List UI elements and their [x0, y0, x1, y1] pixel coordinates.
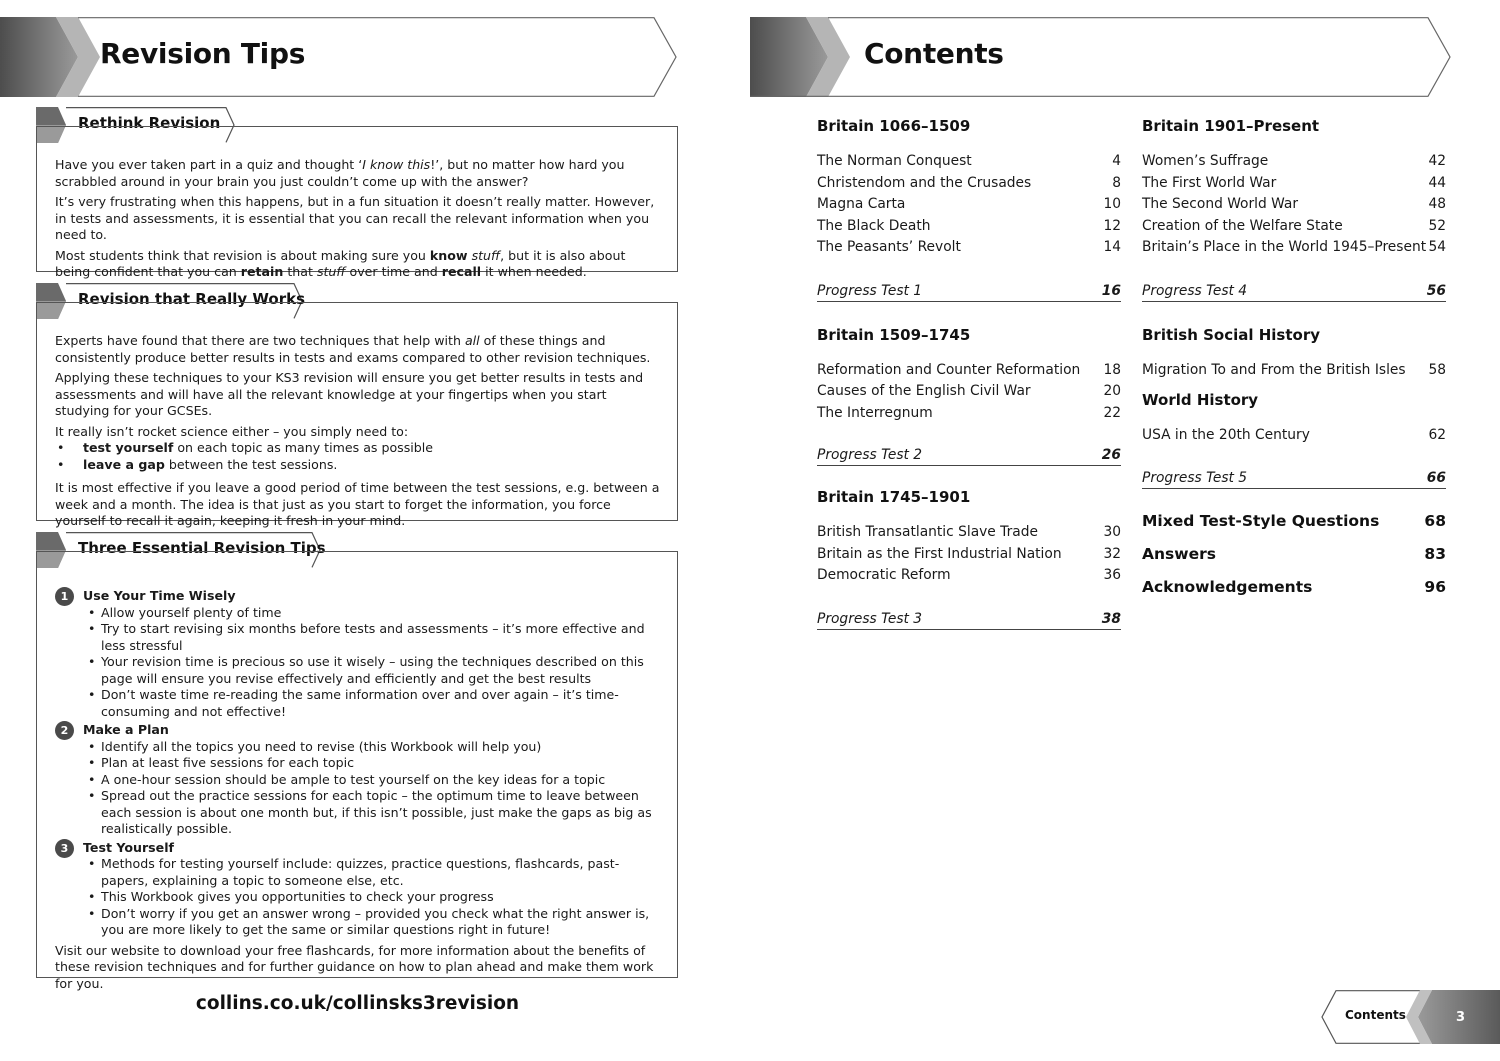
entry-title: Britain’s Place in the World 1945–Present	[1142, 239, 1427, 255]
contents-entry[interactable]	[1142, 538, 1446, 571]
entry-page-number: 12	[1103, 217, 1121, 234]
tip-heading: 2 Make a Plan	[55, 722, 660, 739]
entry-title: USA in the 20th Century	[1142, 427, 1310, 443]
entry-page-number: 52	[1428, 217, 1446, 234]
entry-page-number: 68	[1424, 511, 1446, 530]
list-item: • Identify all the topics you need to revise (this Workbook will help you)	[55, 739, 660, 756]
entry-page-number: 30	[1103, 524, 1121, 540]
entry-title: Democratic Reform	[817, 567, 951, 583]
entry-title: Britain as the First Industrial Nation	[817, 545, 1062, 562]
entry-title: The Black Death	[817, 217, 931, 234]
section-heading: Rethink Revision	[78, 114, 221, 132]
contents-section-heading: Britain 1745–1901	[817, 488, 971, 506]
entry-title: Causes of the English Civil War	[817, 383, 1031, 399]
contents-section-heading: Britain 1901–Present	[1142, 117, 1320, 135]
number-badge-icon: 2	[55, 721, 74, 740]
list-item: • test yourself on each topic as many times as possible	[55, 440, 660, 457]
list-item: • This Workbook gives you opportunities to check your progress	[55, 889, 660, 906]
entry-page-number: 32	[1103, 545, 1121, 562]
progress-test-entry[interactable]: Progress Test 4 56	[1142, 281, 1446, 302]
right-page-banner	[750, 17, 1452, 97]
contents-entry[interactable]	[1142, 216, 1446, 238]
list-item: • A one-hour session should be ample to test yourself on the key ideas for a topic	[55, 772, 660, 789]
contents-entry[interactable]	[817, 381, 1121, 403]
contents-entry[interactable]	[817, 151, 1121, 173]
entry-page-number: 20	[1103, 383, 1121, 399]
left-page-banner	[0, 17, 680, 97]
rethink-p3: Most students think that revision is about making sure you know stuff, but it is also about being confident that you can retain that stuff over time and recall it when needed.	[55, 247, 626, 279]
rethink-p2: It’s very frustrating when this happens, but in a fun situation it doesn’t really matter. However, in tests and assessments, it is essential that you can recall the relevant information when you need to.	[55, 194, 655, 242]
contents-list	[817, 522, 1121, 587]
list-item: • Plan at least five sessions for each topic	[55, 755, 660, 772]
entry-title: Christendom and the Crusades	[817, 174, 1032, 191]
entry-title: The Second World War	[1142, 196, 1299, 212]
footer-page-tab	[1320, 990, 1500, 1044]
tip-heading: 3 Test Yourself	[55, 840, 660, 857]
list-item: • Allow yourself plenty of time	[55, 605, 660, 622]
entry-page-number: 42	[1428, 153, 1446, 169]
entry-page-number: 83	[1424, 544, 1446, 563]
contents-section-heading: World History	[1142, 391, 1259, 409]
contents-section-heading: Britain 1066–1509	[817, 117, 971, 135]
contents-column-2	[1142, 117, 1446, 604]
entry-title: Migration To and From the British Isles	[1142, 361, 1406, 378]
list-item: • Spread out the practice sessions for each topic – the optimum time to leave between each session is about one month but, if this isn’t possible, just make the gaps as big as realistically possible.	[55, 788, 660, 838]
list-item: • leave a gap between the test sessions.	[55, 457, 660, 474]
entry-title: Magna Carta	[817, 196, 906, 212]
works-box	[36, 302, 678, 528]
contents-entry[interactable]	[817, 360, 1121, 382]
entry-page-number: 36	[1103, 567, 1121, 583]
entry-page-number: 54	[1428, 239, 1446, 255]
contents-column-1	[817, 117, 1121, 630]
list-item: • Don’t waste time re-reading the same information over and over again – it’s time-consuming and not effective!	[55, 687, 660, 720]
tips-closing: Visit our website to download your free flashcards, for more information about the benefits of these revision techniques and for further guidance on how to plan ahead and make them work for you.	[55, 942, 654, 991]
page-number: 3	[1456, 1010, 1466, 1025]
contents-entry[interactable]	[817, 173, 1121, 195]
contents-entry[interactable]	[817, 522, 1121, 544]
contents-entry[interactable]	[1142, 237, 1446, 259]
contents-entry[interactable]	[817, 216, 1121, 238]
number-badge-icon: 1	[55, 587, 74, 606]
entry-page-number: 14	[1103, 239, 1121, 255]
works-p3: It really isn’t rocket science either – you simply need to:	[55, 423, 409, 439]
tip1-list	[55, 605, 660, 721]
contents-section-heading: British Social History	[1142, 325, 1321, 344]
section-heading: Three Essential Revision Tips	[78, 539, 326, 557]
entry-title: Reformation and Counter Reformation	[817, 361, 1081, 378]
progress-test-entry[interactable]: Progress Test 5 66	[1142, 468, 1446, 489]
list-item: • Try to start revising six months before tests and assessments – it’s more effective and less stressful	[55, 621, 660, 654]
number-badge-icon: 3	[55, 839, 74, 858]
contents-main-entries	[1142, 505, 1446, 604]
footer-label: Contents	[1345, 1008, 1406, 1022]
contents-list	[1142, 360, 1446, 382]
rethink-box	[36, 126, 678, 279]
works-p1: Experts have found that there are two techniques that help with all of these things and consistently produce better results in tests and exams compared to other revision techniques.	[55, 333, 651, 365]
entry-title: The Norman Conquest	[817, 153, 972, 169]
entry-page-number: 48	[1428, 196, 1446, 212]
entry-page-number: 4	[1112, 153, 1121, 169]
banner-arrow-shape	[750, 17, 1452, 97]
rethink-p1: Have you ever taken part in a quiz and thought ‘I know this!’, but no matter how hard you scrabbled around in your brain you just couldn’t come up with the answer?	[55, 157, 625, 189]
entry-title: Answers	[1142, 544, 1216, 563]
contents-section-heading: Britain 1509–1745	[817, 325, 971, 344]
contents-entry[interactable]	[1142, 505, 1446, 538]
entry-title: Mixed Test-Style Questions	[1142, 511, 1380, 530]
contents-entry[interactable]	[1142, 571, 1446, 604]
contents-entry[interactable]	[817, 544, 1121, 566]
entry-page-number: 62	[1428, 427, 1446, 443]
list-item: • Your revision time is precious so use it wisely – using the techniques described on this page will ensure you revise effectively and efficiently and get the best results	[55, 654, 660, 687]
tip3-list	[55, 856, 660, 939]
entry-title: The Peasants’ Revolt	[817, 239, 961, 255]
entry-title: Acknowledgements	[1142, 577, 1313, 596]
list-item: • Methods for testing yourself include: quizzes, practice questions, flashcards, past-papers, explaining a topic to someone else, etc.	[55, 856, 660, 889]
contents-entry[interactable]	[817, 194, 1121, 216]
contents-entry[interactable]	[1142, 360, 1446, 382]
progress-test-entry[interactable]: Progress Test 1 16	[817, 281, 1121, 302]
website-link[interactable]: collins.co.uk/collinsks3revision	[195, 993, 520, 1014]
contents-list	[1142, 151, 1446, 259]
entry-title: Women’s Suffrage	[1142, 153, 1269, 169]
page-title: Contents	[864, 37, 1004, 70]
contents-entry[interactable]	[817, 237, 1121, 259]
contents-list	[1142, 425, 1446, 447]
tip-heading: 1 Use Your Time Wisely	[55, 588, 660, 605]
progress-test-entry[interactable]: Progress Test 3 38	[817, 609, 1121, 630]
entry-title: The Interregnum	[817, 404, 933, 421]
works-bullet-list	[55, 440, 660, 473]
section-heading: Revision that Really Works	[78, 290, 306, 308]
contents-entry[interactable]	[1142, 194, 1446, 216]
list-item: • Don’t worry if you get an answer wrong – provided you check what the right answer is, you are more likely to get the same or similar questions right in future!	[55, 906, 660, 939]
entry-title: British Transatlantic Slave Trade	[817, 524, 1038, 540]
entry-page-number: 44	[1428, 174, 1446, 191]
contents-entry[interactable]	[1142, 173, 1446, 195]
tip2-list	[55, 739, 660, 838]
contents-list	[817, 360, 1121, 425]
entry-page-number: 22	[1103, 404, 1121, 421]
entry-title: Creation of the Welfare State	[1142, 217, 1343, 234]
entry-page-number: 96	[1424, 577, 1446, 596]
entry-page-number: 18	[1103, 361, 1121, 378]
contents-entry[interactable]	[1142, 151, 1446, 173]
contents-list	[817, 151, 1121, 259]
page-title: Revision Tips	[100, 37, 306, 70]
works-p2: Applying these techniques to your KS3 revision will ensure you get better results in tests and assessments and will have all the relevant knowledge at your fingertips when you start studying for your GCSEs.	[55, 370, 644, 418]
contents-entry[interactable]	[817, 403, 1121, 425]
works-p4: It is most effective if you leave a good period of time between the test sessions, e.g. between a week and a month. The idea is that just as you start to forget the information, you force yourself to recall it again, keeping it fresh in your mind.	[55, 480, 660, 528]
contents-entry[interactable]	[817, 565, 1121, 587]
progress-test-entry[interactable]: Progress Test 2 26	[817, 445, 1121, 466]
entry-page-number: 58	[1428, 361, 1446, 378]
entry-page-number: 10	[1103, 196, 1121, 212]
contents-entry[interactable]	[1142, 425, 1446, 447]
entry-page-number: 8	[1112, 174, 1121, 191]
entry-title: The First World War	[1142, 174, 1277, 191]
tips-box	[36, 551, 678, 1014]
